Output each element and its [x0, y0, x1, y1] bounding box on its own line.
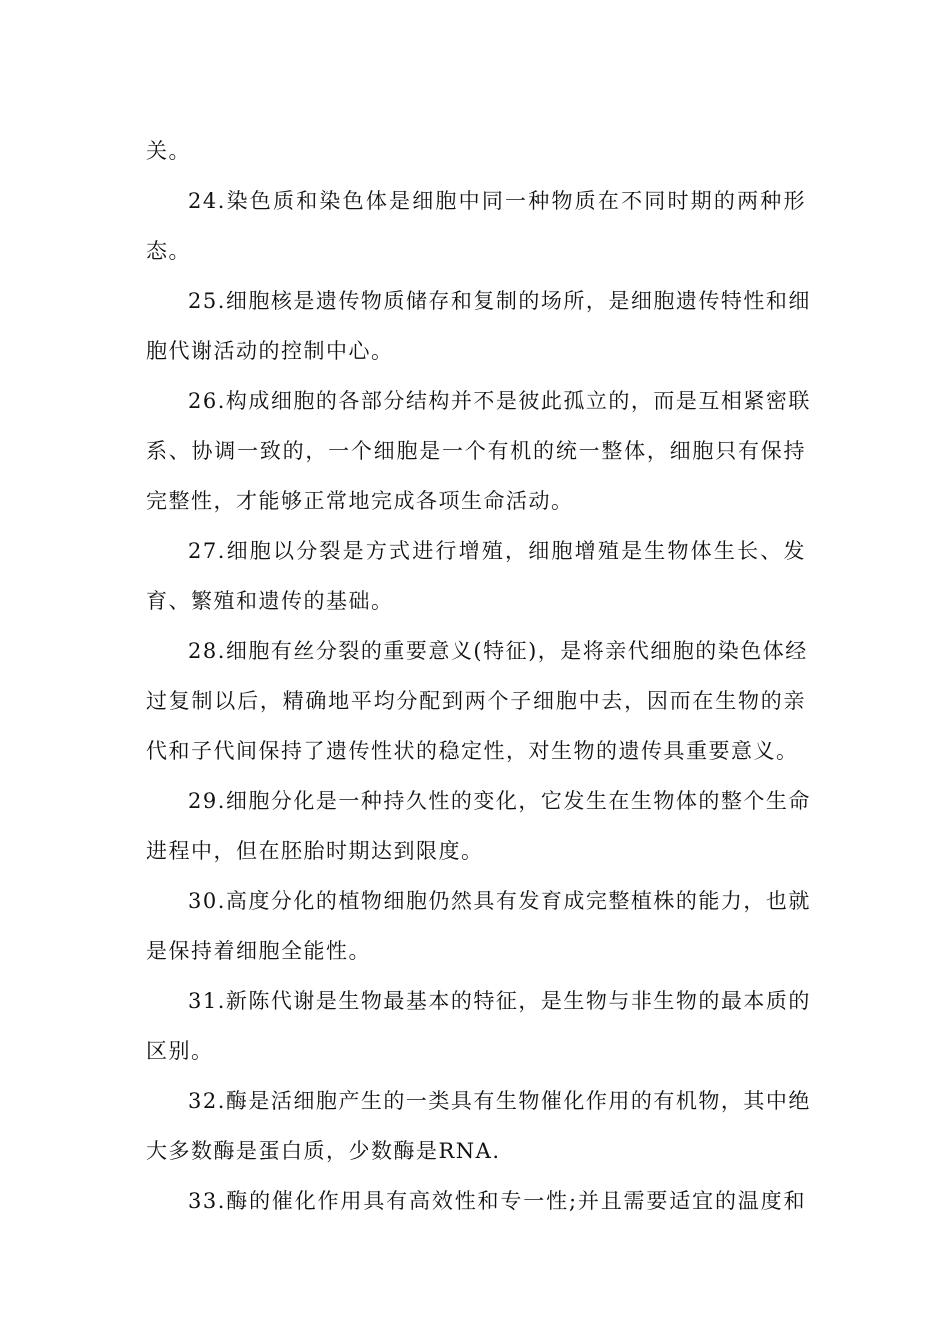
item-25-line-1: 25.细胞核是遗传物质储存和复制的场所，是细胞遗传特性和细: [188, 289, 811, 313]
item-28-line-1: 28.细胞有丝分裂的重要意义(特征)，是将亲代细胞的染色体经: [188, 639, 808, 663]
text-line-continuation: 关。: [146, 139, 191, 163]
item-26-line-2: 系、协调一致的，一个细胞是一个有机的统一整体，细胞只有保持: [146, 439, 806, 463]
item-32-line-1: 32.酶是活细胞产生的一类具有生物催化作用的有机物，其中绝: [188, 1089, 811, 1113]
item-29-line-2: 进程中，但在胚胎时期达到限度。: [146, 839, 484, 863]
item-25-line-2: 胞代谢活动的控制中心。: [146, 339, 394, 363]
item-28-line-2: 过复制以后，精确地平均分配到两个子细胞中去，因而在生物的亲: [146, 689, 806, 713]
item-28-line-3: 代和子代间保持了遗传性状的稳定性，对生物的遗传具重要意义。: [146, 739, 799, 763]
item-26-line-3: 完整性，才能够正常地完成各项生命活动。: [146, 489, 574, 513]
item-27-line-2: 育、繁殖和遗传的基础。: [146, 589, 394, 613]
item-24-line-1: 24.染色质和染色体是细胞中同一种物质在不同时期的两种形: [188, 189, 806, 213]
item-30-line-1: 30.高度分化的植物细胞仍然具有发育成完整植株的能力，也就: [188, 889, 811, 913]
item-26-line-1: 26.构成细胞的各部分结构并不是彼此孤立的，而是互相紧密联: [188, 389, 811, 413]
item-29-line-1: 29.细胞分化是一种持久性的变化，它发生在生物体的整个生命: [188, 789, 811, 813]
item-31-line-2: 区别。: [146, 1039, 214, 1063]
item-30-line-2: 是保持着细胞全能性。: [146, 939, 371, 963]
item-24-line-2: 态。: [146, 239, 191, 263]
item-31-line-1: 31.新陈代谢是生物最基本的特征，是生物与非生物的最本质的: [188, 989, 811, 1013]
item-27-line-1: 27.细胞以分裂是方式进行增殖，细胞增殖是生物体生长、发: [188, 539, 806, 563]
item-33-line-1: 33.酶的催化作用具有高效性和专一性;并且需要适宜的温度和: [188, 1189, 806, 1213]
item-32-line-2: 大多数酶是蛋白质，少数酶是RNA.: [146, 1139, 501, 1163]
